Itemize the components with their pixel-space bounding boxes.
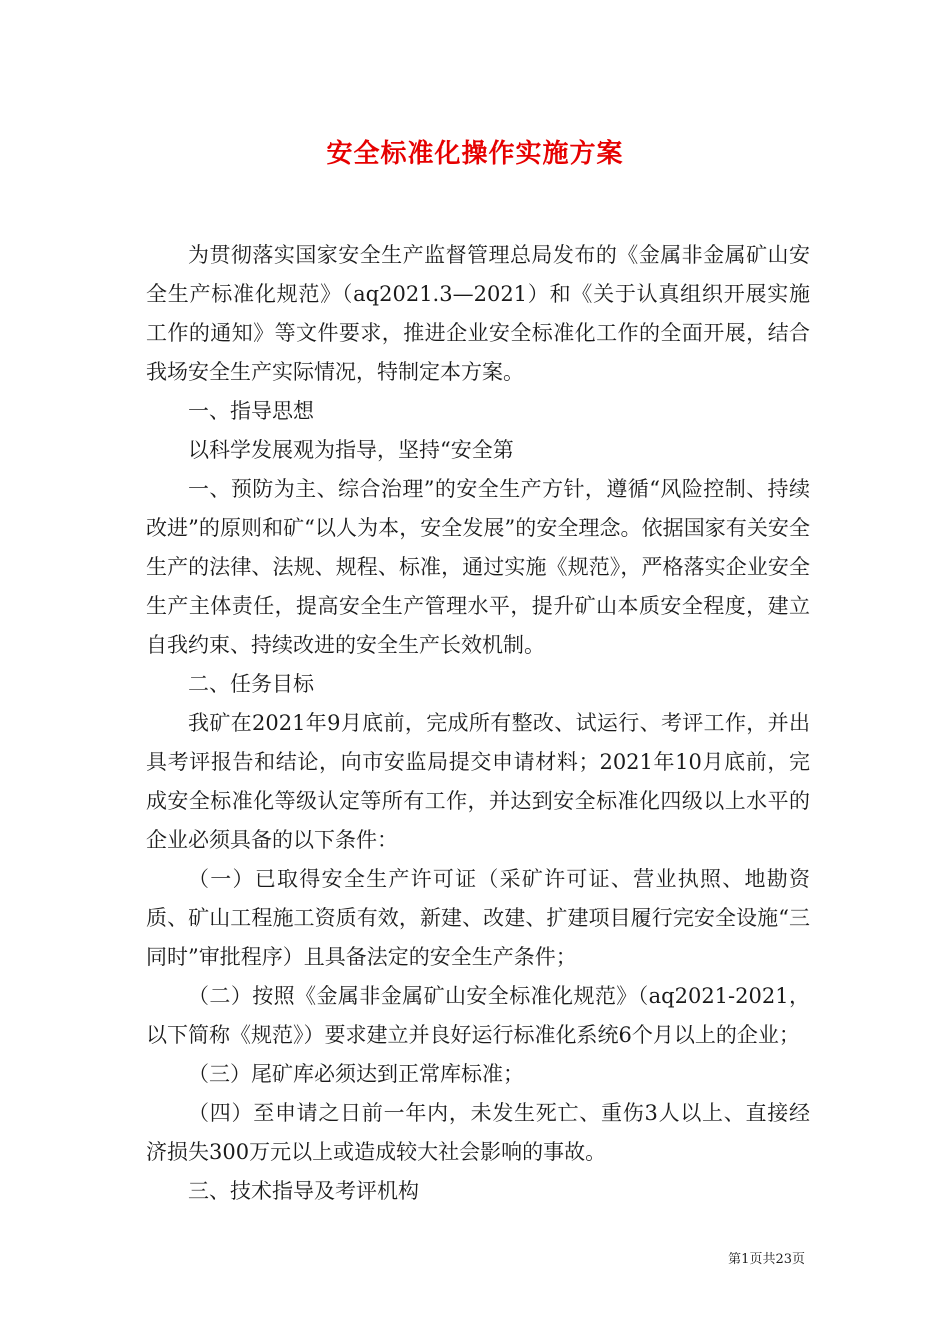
condition-item-3: （三）尾矿库必须达到正常库标准； <box>188 1062 524 1086</box>
condition-item-2: （二）按照《金属非金属矿山安全标准化规范》（aq2021-2021，以下简称《规范》）要求建立并良好运行标准化系统6个月以上的企业； <box>146 984 810 1047</box>
heading-guiding-ideology: 一、指导思想 <box>188 399 314 423</box>
paragraph-guiding-2: 一、预防为主、综合治理”的安全生产方针，遵循“风险控制、持续改进”的原则和矿“以人为本，安全发展”的安全理念。依据国家有关安全生产的法律、法规、规程、标准，通过实施《规范》，严格落实企业安全生产主体责任，提高安全生产管理水平，提升矿山本质安全程度，建立自我约束、持续改进的安全生产长效机制。 <box>146 477 810 657</box>
paragraph-guiding-1: 以科学发展观为指导，坚持“安全第 <box>188 438 514 462</box>
heading-technical-guidance: 三、技术指导及考评机构 <box>188 1179 419 1203</box>
paragraph-task-goals: 我矿在2021年9月底前，完成所有整改、试运行、考评工作，并出具考评报告和结论，向市安监局提交申请材料；2021年10月底前，完成安全标准化等级认定等所有工作，并达到安全标准化四级以上水平的企业必须具备的以下条件： <box>146 711 810 852</box>
document-title: 安全标准化操作实施方案 <box>326 139 624 169</box>
condition-item-4: （四）至申请之日前一年内，未发生死亡、重伤3人以上、直接经济损失300万元以上或造成较大社会影响的事故。 <box>146 1101 810 1164</box>
document-body <box>146 236 810 1211</box>
paragraph-intro: 为贯彻落实国家安全生产监督管理总局发布的《金属非金属矿山安全生产标准化规范》（aq2021.3—2021）和《关于认真组织开展实施工作的通知》等文件要求，推进企业安全标准化工作的全面开展，结合我场安全生产实际情况，特制定本方案。 <box>146 243 810 384</box>
heading-task-goals: 二、任务目标 <box>188 672 314 696</box>
page-number-footer: 第1页共23页 <box>728 1252 805 1267</box>
condition-item-1: （一）已取得安全生产许可证（采矿许可证、营业执照、地勘资质、矿山工程施工资质有效，新建、改建、扩建项目履行完安全设施“三同时”审批程序）且具备法定的安全生产条件； <box>146 867 810 969</box>
